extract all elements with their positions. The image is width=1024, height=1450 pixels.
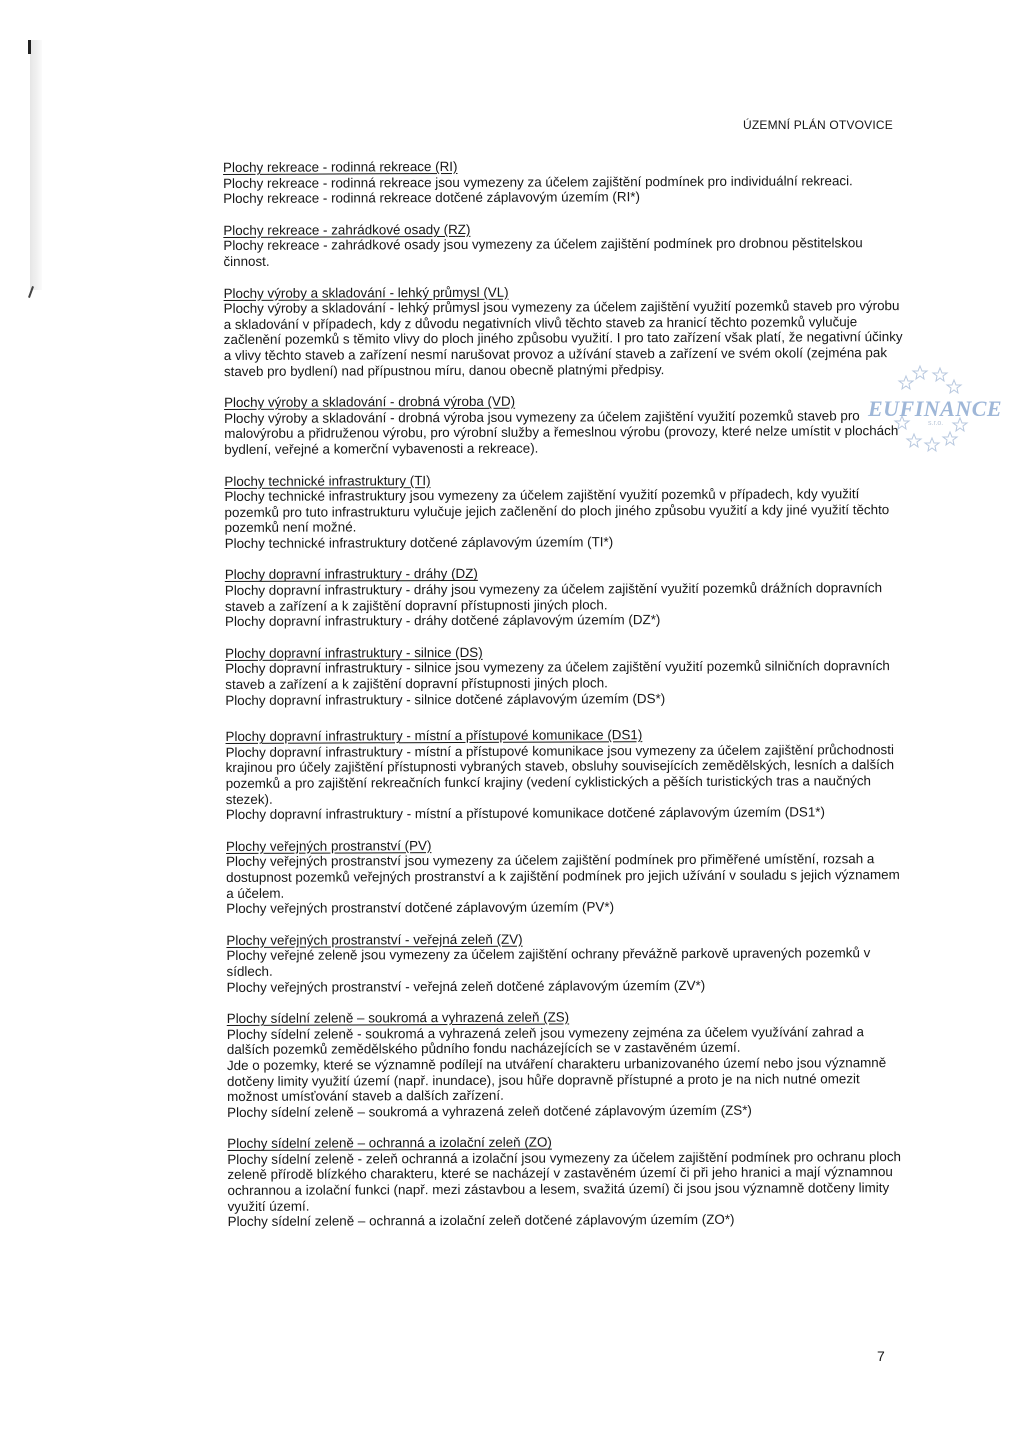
- section-title: Plochy rekreace - zahrádkové osady (RZ): [223, 221, 471, 238]
- document-body: [223, 157, 908, 1246]
- section-paragraph: Plochy sídelní zeleně - zeleň ochranná a izolační jsou vymezeny za účelem zajištění podmínek pro ochranu ploch zeleně přírodě blízkého charakteru, které se nacházejí v zastavěném území či při jeho hranici a mají významnou ochrannou a izolační funkci (např. mezi zástavbou a lesem, svažitá území) či jsou jsou významně dotčeny limity využití území.: [227, 1148, 902, 1214]
- section-paragraph: Plochy dopravní infrastruktury - silnice dotčené záplavovým územím (DS*): [225, 690, 666, 708]
- section-paragraph: Plochy dopravní infrastruktury - silnice jsou vymezeny za účelem zajištění využití pozemků silničních dopravních staveb a zařízení a k zajištění dopravní přístupnosti jiných ploch.: [225, 658, 890, 693]
- section-paragraph: Plochy veřejných prostranství dotčené záplavovým územím (PV*): [226, 899, 615, 917]
- section-paragraph: Plochy výroby a skladování - lehký průmysl jsou vymezeny za účelem zajištění využití pozemků staveb pro výrobu a skladování v případech, kdy z důvodu negativních vlivů těchto staveb za hranicí těchto pozemků vylučuje začlenění pozemků s těmito vlivy do ploch jiného způsobu využití. I pro tato zařízení však platí, že negativní účinky a vlivy těchto staveb a zařízení nesmí narušovat provoz a užívání staveb a zařízení ve svém okolí (zejména pak staveb pro bydlení) nad přípustnou míru, danou obecně platnými předpisy.: [223, 298, 903, 379]
- section-paragraph: Plochy dopravní infrastruktury - dráhy jsou vymezeny za účelem zajištění využití pozemků drážních dopravních staveb a zařízení a k zajištění dopravní přístupnosti jiných ploch.: [224, 580, 883, 614]
- section-title: Plochy veřejných prostranství - veřejná zeleň (ZV): [226, 931, 523, 948]
- section-title: Plochy výroby a skladování - drobná výroba (VD): [224, 393, 516, 411]
- section-paragraph: Plochy veřejné zeleně jsou vymezeny za účelem zajištění ochrany převážně parkově upravených pozemků v sídlech.: [226, 945, 871, 979]
- scan-edge-shadow: [30, 40, 42, 290]
- page-header: ÚZEMNÍ PLÁN OTVOVICE: [742, 118, 893, 132]
- logo-text: EUFINANCE: [868, 396, 1003, 421]
- document-section: [225, 726, 905, 823]
- logo-subtext: s.r.o.: [928, 420, 944, 427]
- section-paragraph: Plochy veřejných prostranství - veřejná zeleň dotčené záplavovým územím (ZV*): [226, 977, 706, 995]
- section-paragraph: Plochy výroby a skladování - drobná výroba jsou vymezeny za účelem zajištění využití pozemků staveb pro malovýrobu a přidruženou výrobu, pro výrobní služby a řemeslnou výrobu (provozy, které nelze umístit v plochách bydlení, veřejné a komerční vybavenosti a rekreace).: [224, 407, 899, 457]
- section-title: Plochy technické infrastruktury (TI): [224, 472, 431, 489]
- section-title: Plochy rekreace - rodinná rekreace (RI): [223, 158, 458, 175]
- document-section: [227, 1133, 907, 1230]
- section-title: Plochy dopravní infrastruktury - dráhy (DZ): [224, 566, 478, 583]
- section-paragraph: Plochy dopravní infrastruktury - místní a přístupové komunikace jsou vymezeny za účelem zajištění průchodnosti krajinou pro účely zajištění přístupnosti vybraných staveb, obsluhy souvisejících zemědělských, lesních a dalších pozemků a pro zajištění rekreačních funkcí krajiny (vedení cyklistických a pěších turistických tras a naučných stezek).: [225, 741, 895, 807]
- document-section: [226, 930, 906, 995]
- section-title: Plochy veřejných prostranství (PV): [225, 837, 432, 854]
- document-section: [223, 157, 903, 207]
- section-paragraph: Plochy sídelní zeleně – soukromá a vyhrazená zeleň dotčené záplavovým územím (ZS*): [227, 1102, 752, 1120]
- document-section: [225, 564, 905, 629]
- document-section: [224, 283, 904, 380]
- section-paragraph: Plochy veřejných prostranství jsou vymezeny za účelem zajištění podmínek pro přiměřené umístění, rozsah a dostupnost pozemků veřejných prostranství a k zajištění podmínek pro jejich užívání v souladu s jejich významem a účelem.: [226, 851, 900, 901]
- document-section: [223, 220, 903, 270]
- section-title: Plochy dopravní infrastruktury - místní a přístupové komunikace (DS1): [225, 727, 643, 745]
- document-section: [225, 643, 905, 708]
- section-title: Plochy sídelní zeleně – soukromá a vyhrazená zeleň (ZS): [226, 1009, 570, 1027]
- section-paragraph: Jde o pozemky, které se významně podílejí na utváření charakteru urbanizovaného území nebo jsou významně dotčeny limity využití území (např. inundace), jsou hůře dopravně přístupné a proto je na nich nutné omezit možnost umísťování staveb a dalších zařízení.: [226, 1055, 887, 1105]
- section-paragraph: Plochy rekreace - rodinná rekreace dotčené záplavovým územím (RI*): [223, 189, 640, 207]
- section-paragraph: Plochy technické infrastruktury jsou vymezeny za účelem zajištění využití pozemků v případech, kdy využití pozemků pro tuto infrastrukturu vylučuje jejich začlenění do ploch jiného způsobu využití a kdy jiné využití těchto pozemků není možné.: [224, 486, 890, 536]
- document-section: [224, 471, 904, 552]
- section-title: Plochy dopravní infrastruktury - silnice (DS): [225, 644, 483, 661]
- section-paragraph: Plochy dopravní infrastruktury - místní a přístupové komunikace dotčené záplavovým územím (DS1*): [225, 804, 825, 823]
- section-paragraph: Plochy dopravní infrastruktury - dráhy dotčené záplavovým územím (DZ*): [224, 612, 661, 630]
- section-title: Plochy výroby a skladování - lehký průmysl (VL): [223, 284, 509, 301]
- section-paragraph: Plochy rekreace - zahrádkové osady jsou vymezeny za účelem zajištění podmínek pro drobnou pěstitelskou činnost.: [223, 235, 863, 269]
- document-section: [227, 1008, 907, 1120]
- section-paragraph: Plochy sídelní zeleně – ochranná a izolační zeleň dotčené záplavovým územím (ZO*): [227, 1212, 735, 1230]
- document-section: [224, 392, 904, 457]
- section-paragraph: Plochy sídelní zeleně - soukromá a vyhrazená zeleň jsou vymezeny zejména za účelem využívání zahrad a dalších pozemků zemědělského půdního fondu nacházejících se v zastavěném území.: [226, 1023, 864, 1058]
- scan-mark: [28, 286, 34, 298]
- section-paragraph: Plochy rekreace - rodinná rekreace jsou vymezeny za účelem zajištění podmínek pro individuální rekreaci.: [223, 172, 853, 191]
- scan-mark: [28, 40, 31, 54]
- section-title: Plochy sídelní zeleně – ochranná a izolační zeleň (ZO): [227, 1134, 552, 1152]
- document-section: [226, 836, 906, 917]
- page-number: 7: [877, 1348, 885, 1364]
- section-paragraph: Plochy technické infrastruktury dotčené záplavovým územím (TI*): [224, 534, 614, 551]
